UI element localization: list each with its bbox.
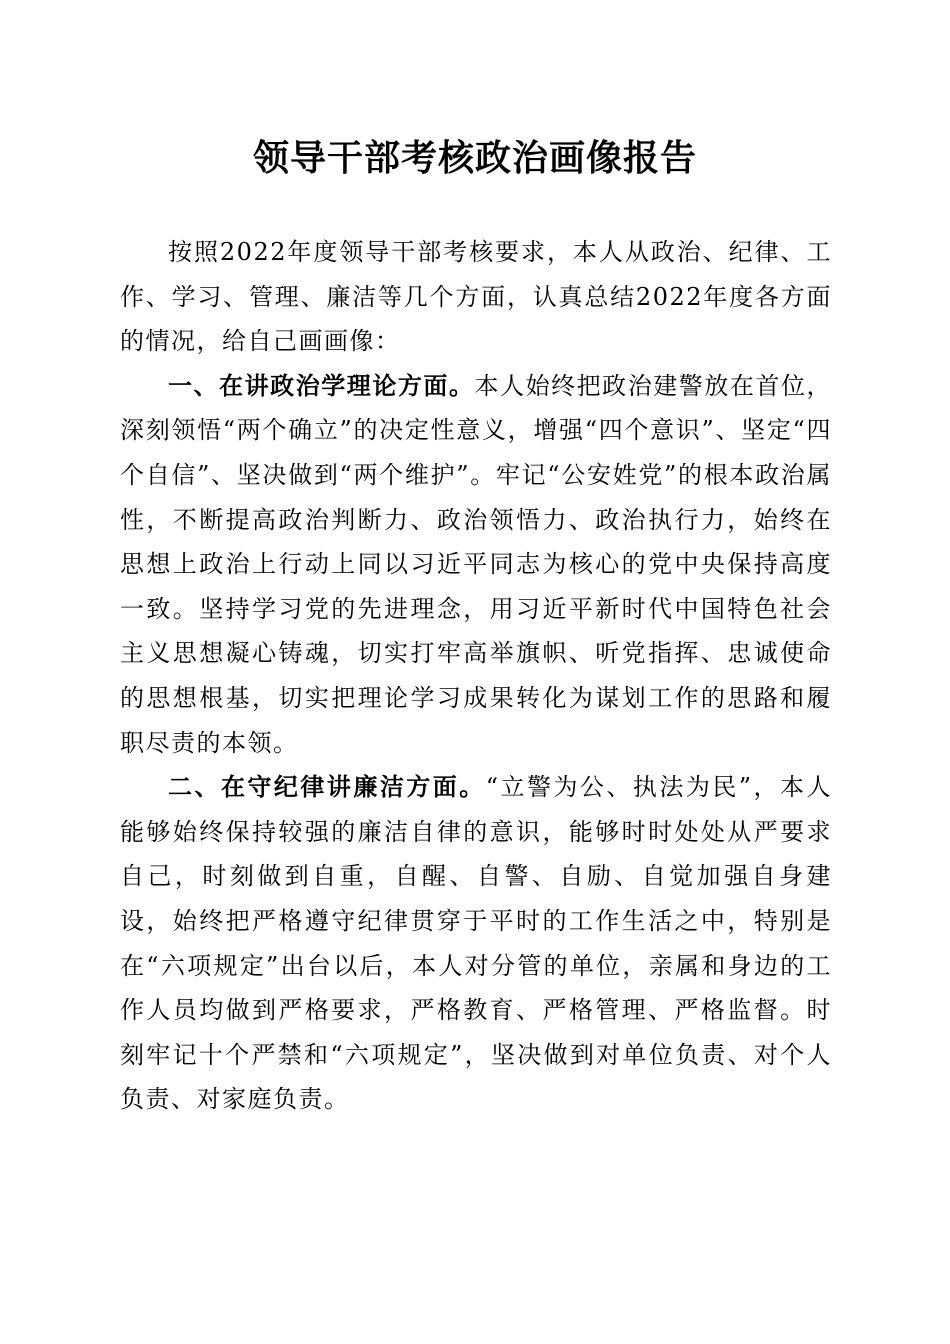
- document-title: 领导干部考核政治画像报告: [252, 137, 697, 179]
- intro-paragraph: [120, 230, 832, 364]
- section-discipline-text: “立警为公、执法为民”，本人能够始终保持较强的廉洁自律的意识，能够时时处处从严要求自己，时刻做到自重，自醒、自警、自励、自觉加强自身建设，始终把严格遵守纪律贯穿于平时的工作生活之中，特别是在“六项规定”出台以后，本人对分管的单位，亲属和身边的工作人员均做到严格要求，严格教育、严格管理、严格监督。时刻牢记十个严禁和“六项规定”，坚决做到对单位负责、对个人负责、对家庭负责。: [120, 773, 833, 1114]
- intro-paragraph-text: 按照2022年度领导干部考核要求，本人从政治、纪律、工作、学习、管理、廉洁等几个方面，认真总结2022年度各方面的情况，给自己画画像：: [120, 238, 832, 356]
- section-discipline-heading: 二、在守纪律讲廉洁方面。: [168, 772, 486, 802]
- document-body: [120, 230, 832, 1122]
- section-politics-paragraph: [120, 364, 832, 765]
- section-discipline-paragraph: [120, 765, 832, 1122]
- section-politics-heading: 一、在讲政治学理论方面。: [168, 370, 475, 400]
- section-politics-text: 本人始终把政治建警放在首位，深刻领悟“两个确立”的决定性意义，增强“四个意识”、坚定“四个自信”、坚决做到“两个维护”。牢记“公安姓党”的根本政治属性，不断提高政治判断力、政治领悟力、政治执行力，始终在思想上政治上行动上同以习近平同志为核心的党中央保持高度一致。坚持学习党的先进理念，用习近平新时代中国特色社会主义思想凝心铸魂，切实打牢高举旗帜、听党指挥、忠诚使命的思想根基，切实把理论学习成果转化为谋划工作的思路和履职尽责的本领。: [120, 371, 833, 757]
